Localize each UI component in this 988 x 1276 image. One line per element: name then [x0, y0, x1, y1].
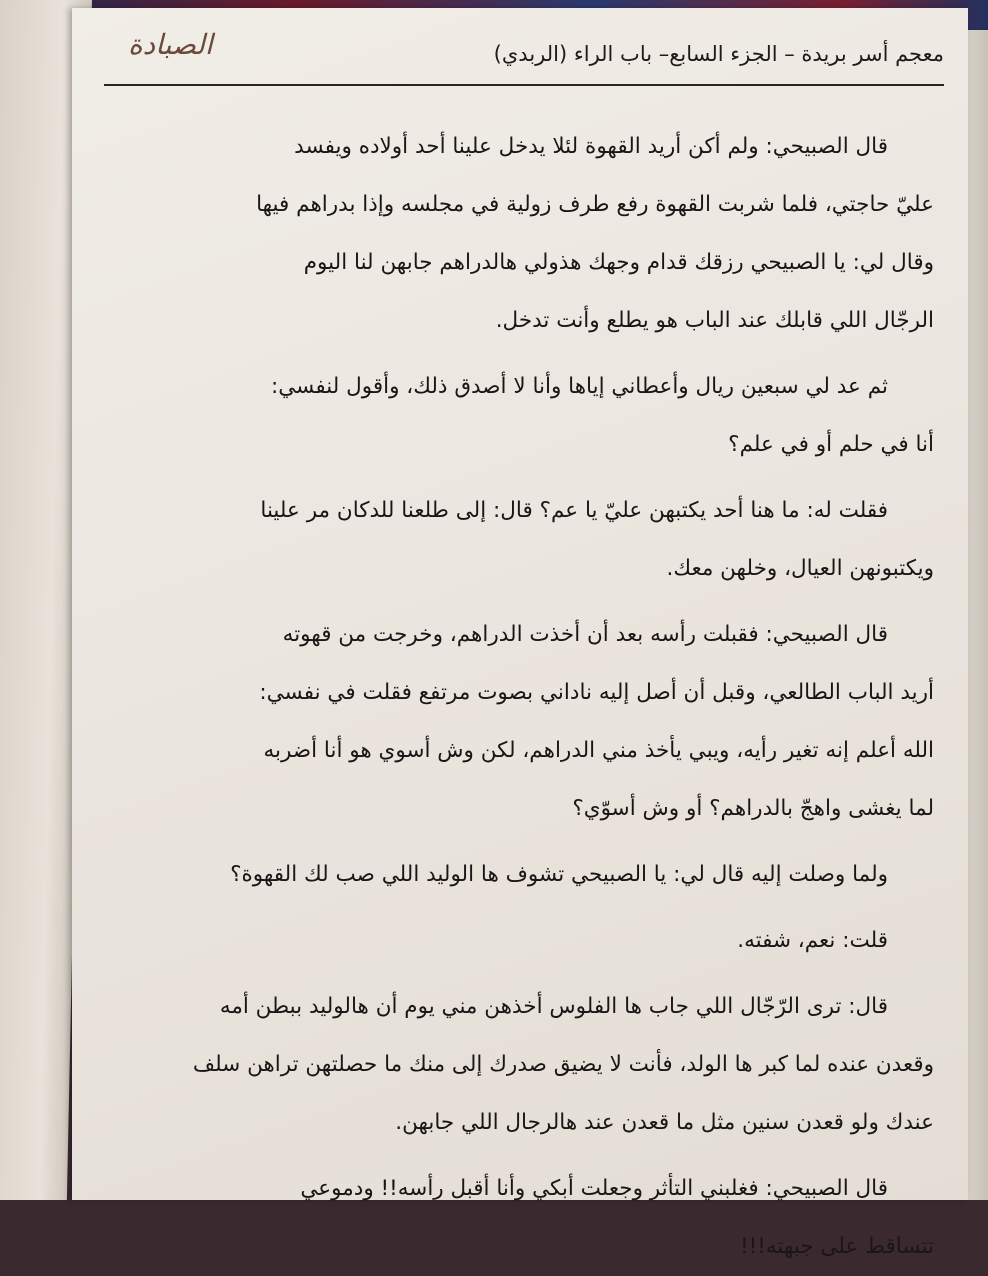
- text-line: عليّ حاجتي، فلما شربت القهوة رفع طرف زولية في مجلسه وإذا بدراهم فيها: [256, 192, 934, 217]
- paragraph: [100, 482, 934, 598]
- text-line: أنا في حلم أو في علم؟: [728, 432, 934, 457]
- text-line: ولما وصلت إليه قال لي: يا الصبيحي تشوف ها الوليد اللي صب لك القهوة؟: [230, 862, 888, 887]
- paragraph: [100, 358, 934, 474]
- text-line: عندك ولو قعدن سنين مثل ما قعدن عند هالرجال اللي جابهن.: [395, 1110, 934, 1135]
- paragraph: [100, 846, 934, 904]
- body-text: [100, 118, 934, 1276]
- text-line: قال الصبيحي: فغلبني التأثر وجعلت أبكي وأنا أقبل رأسه!! ودموعي: [300, 1176, 888, 1201]
- text-line: لما يغشى واهجّ بالدراهم؟ أو وش أسوّي؟: [572, 796, 934, 821]
- paragraph: [100, 606, 934, 838]
- header-rule: [104, 84, 944, 86]
- paragraph: [100, 912, 934, 970]
- text-line: قلت: نعم، شفته.: [737, 928, 888, 953]
- running-head: معجم أسر بريدة – الجزء السابع– باب الراء (الربدي): [493, 42, 944, 66]
- text-line: ويكتبونهن العيال، وخلهن معك.: [666, 556, 934, 581]
- paragraph: [100, 1160, 934, 1276]
- text-line: الرجّال اللي قابلك عند الباب هو يطلع وأنت تدخل.: [495, 308, 934, 333]
- text-line: تتساقط على جبهته!!!: [740, 1234, 934, 1259]
- text-line: فقلت له: ما هنا أحد يكتبهن عليّ يا عم؟ قال: إلى طلعنا للدكان مر علينا: [260, 498, 888, 523]
- text-line: قال الصبيحي: فقبلت رأسه بعد أن أخذت الدراهم، وخرجت من قهوته: [282, 622, 888, 647]
- text-line: الله أعلم إنه تغير رأيه، ويبي يأخذ مني الدراهم، لكن وش أسوي هو أنا أضربه: [263, 738, 934, 763]
- text-line: وقال لي: يا الصبيحي رزقك قدام وجهك هذولي هالدراهم جابهن لنا اليوم: [303, 250, 934, 275]
- handwritten-note: الصبادة: [128, 28, 213, 61]
- page-header: [92, 28, 944, 86]
- book-page: [72, 8, 968, 1259]
- paragraph: [100, 118, 934, 350]
- text-line: وقعدن عنده لما كبر ها الولد، فأنت لا يضيق صدرك إلى منك ما حصلتهن تراهن سلف: [192, 1052, 934, 1077]
- text-line: قال الصبيحي: ولم أكن أريد القهوة لئلا يدخل علينا أحد أولاده ويفسد: [294, 134, 888, 159]
- paragraph: [100, 978, 934, 1152]
- text-line: أريد الباب الطالعي، وقبل أن أصل إليه ناداني بصوت مرتفع فقلت في نفسي:: [259, 680, 934, 705]
- text-line: ثم عد لي سبعين ريال وأعطاني إياها وأنا لا أصدق ذلك، وأقول لنفسي:: [271, 374, 888, 399]
- text-line: قال: ترى الرّجّال اللي جاب ها الفلوس أخذهن مني يوم أن هالوليد ببطن أمه: [219, 994, 888, 1019]
